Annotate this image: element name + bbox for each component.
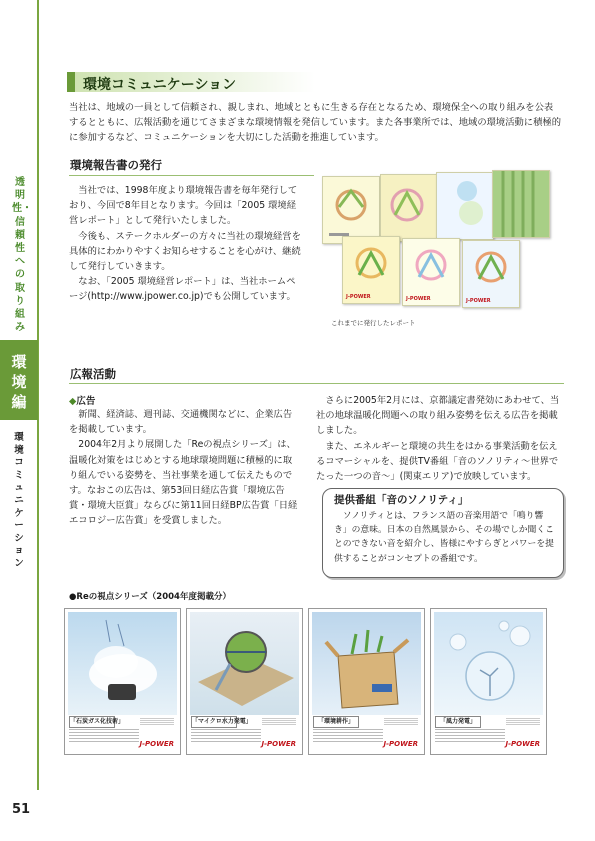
pr-left-paragraph-1: 新聞、経済誌、週刊誌、交通機関などに、企業広告を掲載しています。 [69,409,293,436]
pr-left-column [69,407,301,529]
pr-right-paragraph-1: さらに2005年2月には、京都議定書発効にあわせて、当社の地球温暖化問題への取り組み姿勢を伝える広告を掲載しました。 [316,395,560,437]
ad-series-caption: ●Reの視点シリーズ（2004年度掲載分） [69,592,231,602]
ad-poster-art [312,612,421,715]
pr-right-column [316,393,563,484]
page-number: 51 [12,802,31,817]
report-paragraph-2: 今後も、ステークホルダーの方々に当社の環境経営を具体的にわかりやすくお知らせすることを心がけ、継続して発行していきます。 [69,230,301,273]
ad-poster-art [68,612,177,715]
ad-poster-smalltext [384,718,418,726]
report-paragraph-3: なお、「2005 環境経営レポート」は、当社ホームページ(http://www.jpower.co.jp)でも公開しています。 [69,276,296,303]
callout-body-text: ソノリティとは、フランス語の音楽用語で「鳴り響き」の意味。日本の自然風景から、その場でしか聞くことのできない音を紹介し、皆様にやすらぎとパワーを提供することがコンセプトの番組です。 [334,511,554,564]
cover-logo: J-POWER [346,294,371,300]
ad-poster [64,608,181,755]
sidebar-subsection-label: 環境コミュニケーション [14,432,24,569]
ad-poster-smalltext [140,718,174,726]
ad-poster-title: 「環境耕作」 [313,716,359,728]
report-cover [462,240,520,308]
ad-poster-copy [69,729,139,743]
pr-right-paragraph-2: また、エネルギーと環境の共生をはかる事業活動を伝えるコマーシャルを、提供TV番組「音のソノリティ〜世界でたった一つの音〜」(関東エリア)で放映しています。 [316,440,559,483]
cover-logo: J-POWER [466,298,491,304]
ad-poster-title: 「マイクロ水力発電」 [191,716,237,728]
ad-poster-smalltext [262,718,296,726]
ad-poster [308,608,425,755]
pr-left-paragraph-2: 2004年2月より展開した「Reの視点シリーズ」は、温暖化対策をはじめとする地球環境問題に積極的に取り組んでいる姿勢を、当社事業を通して伝えたものです。なおこの広告は、第53回日経広告賞「環境広告賞・環境大臣賞」ならびに第11回日経BP広告賞「日経エコロジー広告賞」を受賞しました。 [69,439,298,527]
jpower-logo: J-POWER [383,740,418,748]
diamond-bullet-icon: ◆ [69,396,77,407]
intro-paragraph: 当社は、地域の一員として信頼され、親しまれ、地域とともに生きる存在となるため、環境保全への取り組みを公表するとともに、広報活動を通じてさまざまな環境情報を発信しています。また各事業所では、地域の環境活動に積極的に参加するなど、コミュニケーションを大切にした活動を推進しています。 [69,102,561,144]
pr-heading-rule [69,383,564,384]
jpower-logo: J-POWER [505,740,540,748]
ad-poster-copy [313,729,383,743]
report-cover [402,238,460,306]
pr-heading: 広報活動 [70,367,116,381]
report-cover [492,170,550,238]
ad-subheading [69,393,95,407]
report-heading-rule [69,175,314,176]
ad-poster [430,608,547,755]
ad-poster [186,608,303,755]
ad-poster-art [434,612,543,715]
report-cover [322,176,380,244]
section-title-marker [67,72,75,92]
ad-poster-art [190,612,299,715]
cover-logo: J-POWER [406,296,431,302]
report-covers-caption: これまでに発行したレポート [331,319,416,327]
sidebar-section-label: 環境編 [11,353,27,411]
ad-poster-smalltext [506,718,540,726]
ad-poster-title: 「石炭ガス化技術」 [69,716,115,728]
ad-subheading-text: 広告 [76,396,96,407]
report-heading: 環境報告書の発行 [70,158,162,172]
jpower-logo: J-POWER [139,740,174,748]
report-cover [380,174,438,242]
report-covers-image [318,170,562,312]
report-cover [342,236,400,304]
sidebar-category-label: 透明性・信頼性への取り組み [12,177,32,334]
report-paragraph-1: 当社では、1998年度より環境報告書を毎年発行しており、今回で8年目となります。今回は「2005 環境経営レポート」として発行いたしました。 [69,185,298,227]
callout-body [334,509,556,566]
section-title: 環境コミュニケーション [83,77,237,93]
ad-poster-copy [191,729,261,743]
report-body [69,183,301,305]
jpower-logo: J-POWER [261,740,296,748]
report-cover [436,172,494,240]
ad-poster-copy [435,729,505,743]
callout-title: 提供番組「音のソノリティ」 [334,494,469,506]
ad-poster-title: 「風力発電」 [435,716,481,728]
